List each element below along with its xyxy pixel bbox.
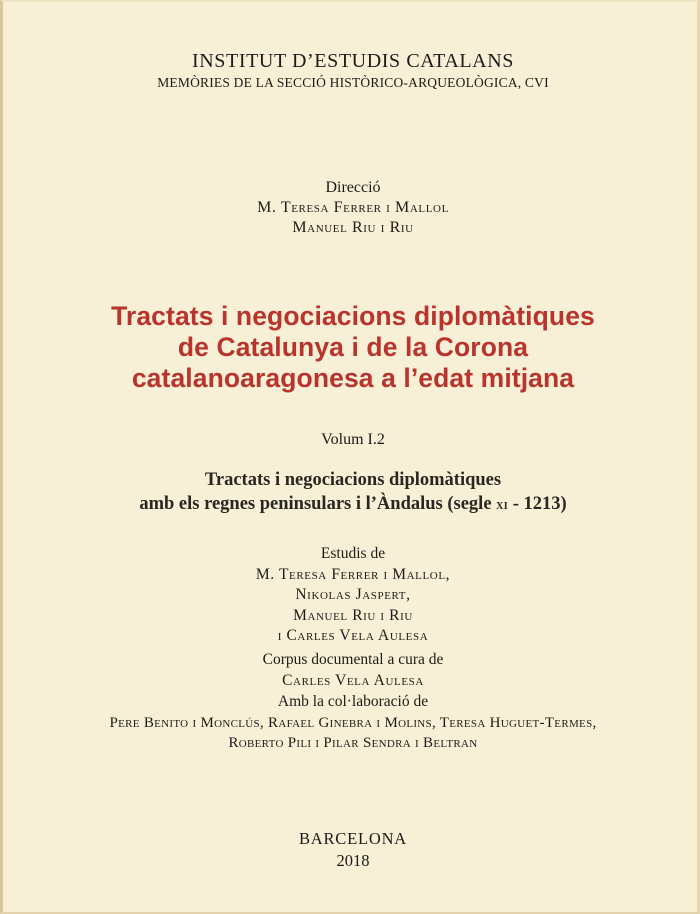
volume-label [3, 430, 700, 450]
title-line: Tractats i negociacions diplomàtiques [111, 301, 595, 331]
title-line: de Catalunya i de la Corona [177, 332, 529, 362]
collaborator-names: Pere Benito i Monclús, Rafael Ginebra i Molins, Teresa Huguet-Termes, [109, 714, 597, 731]
subtitle-text: - 1213) [508, 494, 567, 514]
publication-city: BARCELONA [298, 829, 408, 848]
corpus-block [3, 650, 700, 691]
author-name: M. Teresa Ferrer i Mallol, [255, 565, 451, 583]
author-name: Manuel Riu i Riu [293, 606, 413, 624]
subtitle-text: amb els regnes peninsulars i l’Àndalus (segle [139, 494, 497, 514]
collaboration-block [3, 692, 700, 754]
century-numeral: xi [496, 498, 509, 513]
director-name: Manuel Riu i Riu [292, 219, 414, 236]
institution-name: INSTITUT D’ESTUDIS CATALANS [191, 50, 514, 72]
studies-label: Estudis de [320, 545, 386, 562]
collaboration-label: Amb la col·laboració de [277, 693, 429, 710]
subtitle [3, 468, 700, 518]
subtitle-line: Tractats i negociacions diplomàtiques [204, 470, 502, 490]
author-name: Nikolas Jaspert, [295, 586, 411, 603]
publisher-header [3, 48, 700, 92]
corpus-label: Corpus documental a cura de [262, 651, 444, 668]
imprint [3, 828, 700, 872]
direction-label: Direcció [325, 179, 381, 196]
collaborator-names: Roberto Pili i Pilar Sendra i Beltran [228, 735, 478, 751]
series-name: MEMÒRIES DE LA SECCIÓ HISTÒRICO-ARQUEOLÒGICA, CVI [157, 75, 549, 90]
corpus-editor: Carles Vela Aulesa [282, 671, 424, 689]
volume-number: Volum I.2 [321, 431, 385, 448]
subtitle-line [3, 492, 700, 518]
studies-block [3, 544, 700, 647]
author-name: i Carles Vela Aulesa [277, 627, 429, 644]
main-title [3, 301, 700, 394]
director-name: M. Teresa Ferrer i Mallol [257, 199, 449, 216]
publication-year: 2018 [336, 851, 370, 870]
direction-block [3, 178, 700, 238]
title-line: catalanoaragonesa a l’edat mitjana [131, 363, 575, 393]
